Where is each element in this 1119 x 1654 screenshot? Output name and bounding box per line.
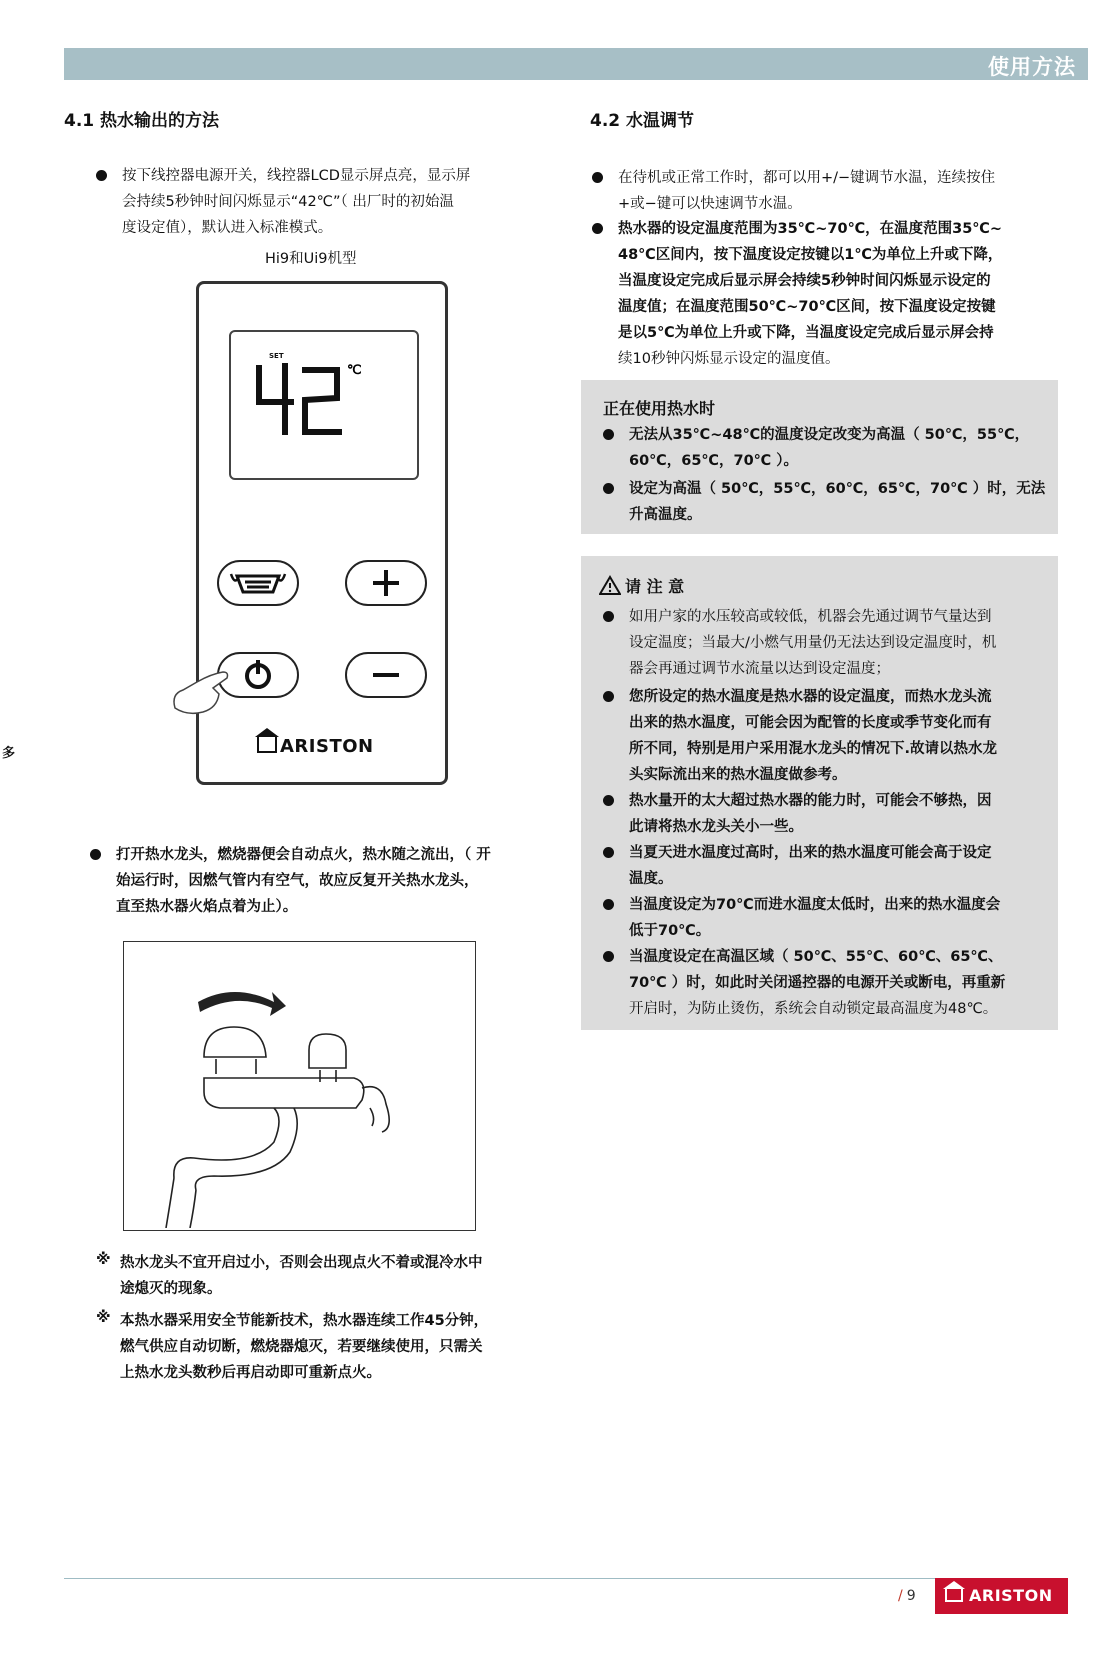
faucet-text: 打开热水龙头，燃烧器便会自动点火，热水随之流出，（ 开 始运行时，因燃气管内有空气，故应反复开关热水龙头， 直至热水器火焰点着为止）。 <box>116 847 491 915</box>
bath-icon <box>219 562 297 604</box>
rotate-arrow-icon <box>198 992 286 1016</box>
bullet-dot <box>592 172 603 183</box>
note-2: ※ 本热水器采用安全节能新技术，热水器连续工作45分钟， 燃气供应自动切断，燃烧器熄灭，若要继续使用，只需关 上热水龙头数秒后再启动即可重新点火。 <box>96 1308 489 1381</box>
mode-button[interactable] <box>217 560 299 606</box>
house-logo-icon <box>945 1589 963 1602</box>
temp-bullet-1: 在待机或正常工作时，都可以用+/−键调节水温，连续按住 +或−键可以快速调节水温。 <box>592 165 1062 217</box>
caution-box <box>581 556 1058 1030</box>
bullet-dot <box>603 795 614 806</box>
unit-label: ℃ <box>347 362 362 377</box>
in-use-title: 正在使用热水时 <box>603 399 716 418</box>
side-char: 多 <box>2 746 16 761</box>
wired-controller <box>196 281 448 785</box>
minus-icon <box>347 654 425 696</box>
temperature-digits <box>253 362 393 462</box>
warning-triangle-icon <box>599 575 621 595</box>
intro-text: 按下线控器电源开关，线控器LCD显示屏点亮，显示屏 会持续5秒钟时间闪烁显示“42℃”（ 出厂时的初始温 度设定值），默认进入标准模式。 <box>122 168 471 236</box>
plus-icon <box>347 562 425 604</box>
bullet-dot <box>603 611 614 622</box>
house-logo-icon <box>257 737 277 753</box>
in-use-item: 无法从35℃~48℃的温度设定改变为高温（ 50℃，55℃， 60℃，65℃，70℃ ）。 <box>603 422 1048 474</box>
caution-item: 热水量开的太大超过热水器的能力时，可能会不够热，因 此请将热水龙头关小一些。 <box>603 788 1048 840</box>
bullet-dot <box>592 223 603 234</box>
bullet-dot <box>90 849 101 860</box>
intro-bullet <box>96 163 536 241</box>
section-title-4-2: 4.2 水温调节 <box>590 111 695 131</box>
caution-item: 您所设定的热水温度是热水器的设定温度，而热水龙头流 出来的热水温度，可能会因为配管的长度或季节变化而有 所不同，特别是用户采用混水龙头的情况下.故请以热水龙 头实际流出来的热水温度做参考。 <box>603 684 1048 788</box>
footer-brand-logo: ARISTON <box>935 1578 1068 1614</box>
faucet-icon <box>124 942 474 1228</box>
caution-item: 当夏天进水温度过高时，出来的热水温度可能会高于设定 温度。 <box>603 840 1048 892</box>
bullet-dot <box>96 170 107 181</box>
in-use-box <box>581 380 1058 534</box>
plus-button[interactable] <box>345 560 427 606</box>
faucet-illustration <box>123 941 476 1231</box>
faucet-bullet <box>90 842 550 920</box>
bullet-dot <box>603 429 614 440</box>
note-mark: ※ <box>96 1308 111 1326</box>
lcd-display <box>229 330 419 480</box>
caution-title-row: 请 注 意 <box>599 574 684 597</box>
bullet-dot <box>603 483 614 494</box>
note-1: ※ 热水龙头不宜开启过小，否则会出现点火不着或混冷水中 途熄灭的现象。 <box>96 1250 483 1297</box>
page-number: / 9 <box>898 1588 916 1604</box>
minus-button[interactable] <box>345 652 427 698</box>
in-use-item: 设定为高温（ 50℃，55℃，60℃，65℃，70℃ ）时，无法 升高温度。 <box>603 476 1048 528</box>
header-bar <box>64 48 1088 80</box>
bullet-dot <box>603 691 614 702</box>
hand-pointer-icon <box>167 664 247 724</box>
model-label: Hi9和Ui9机型 <box>265 251 357 267</box>
set-label: SET <box>269 352 284 360</box>
note-mark: ※ <box>96 1250 111 1268</box>
section-title-4-1: 4.1 热水输出的方法 <box>64 111 220 131</box>
caution-item: 当温度设定为70℃而进水温度太低时，出来的热水温度会 低于70℃。 <box>603 892 1048 944</box>
bullet-dot <box>603 899 614 910</box>
bullet-dot <box>603 847 614 858</box>
footer-line <box>64 1578 1064 1579</box>
header-title: 使用方法 <box>988 55 1076 79</box>
bullet-dot <box>603 951 614 962</box>
controller-brand: ARISTON <box>257 736 374 757</box>
caution-item: 如用户家的水压较高或较低，机器会先通过调节气量达到 设定温度；当最大/小燃气用量仍无法达到设定温度时，机 器会再通过调节水流量以达到设定温度； <box>603 604 1048 682</box>
temp-bullet-2: 热水器的设定温度范围为35℃~70℃，在温度范围35℃~ 48℃区间内，按下温度设定按键以1℃为单位上升或下降， 当温度设定完成后显示屏会持续5秒钟时间闪烁显示设定的 温度值；在温度范围50℃~70℃区间，按下温度设定按键 是以5℃为单位上升或下降，当温度设定完成后显示屏会持 续10秒钟闪烁显示设定的温度值。 <box>592 216 1062 372</box>
caution-item: 当温度设定在高温区域（ 50℃、55℃、60℃、65℃、 70℃ ）时，如此时关闭遥控器的电源开关或断电，再重新 开启时，为防止烫伤，系统会自动锁定最高温度为48℃。 <box>603 944 1048 1022</box>
